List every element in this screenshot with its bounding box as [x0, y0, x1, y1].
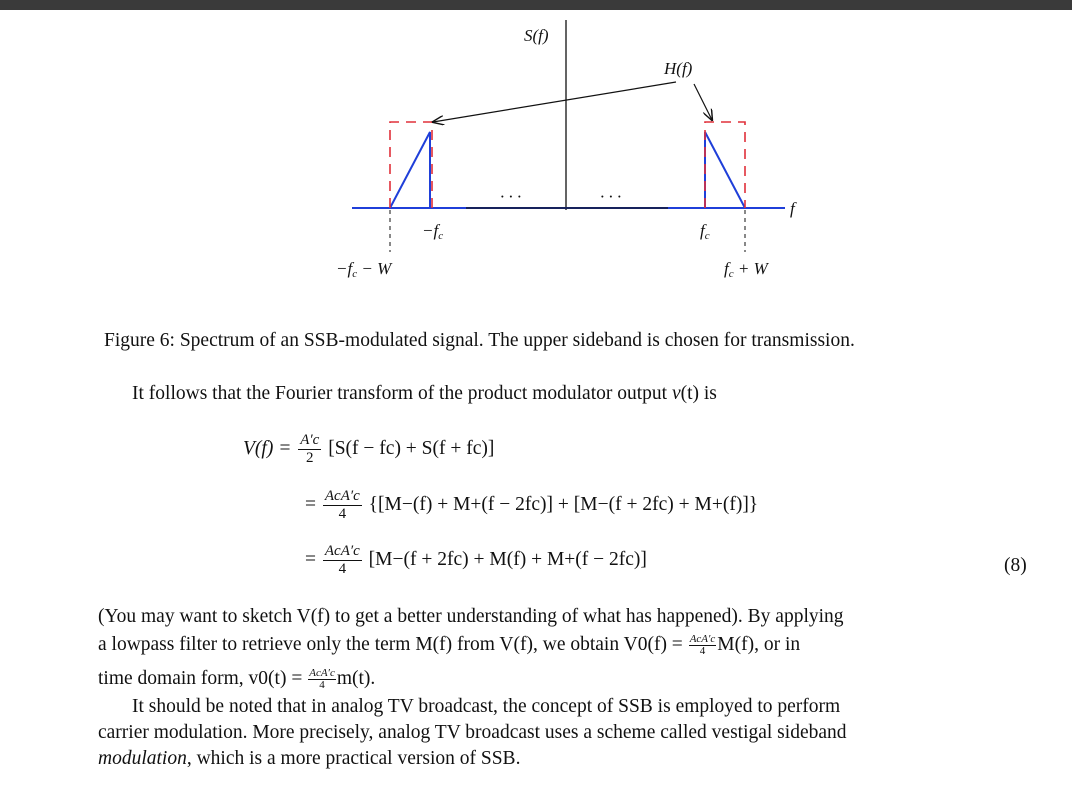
label-fc: fc	[700, 221, 710, 242]
para3-text-a: time domain form, v0(t) =	[98, 668, 308, 689]
para2-text-a: a lowpass filter to retrieve only the term M(f) from V(f), we obtain V0(f) =	[98, 634, 688, 655]
paragraph-line-1: (You may want to sketch V(f) to get a better understanding of what has happened). By applying	[98, 606, 844, 627]
para2-frac-num: AcA′c	[689, 633, 716, 646]
window-top-bar	[0, 0, 1072, 10]
label-neg-fc-minus-w: −fc − W	[336, 259, 392, 280]
label-fc-plus-w: fc + W	[724, 259, 768, 280]
intro-arg: (t) is	[680, 383, 717, 404]
arrow-to-left-filter	[433, 82, 676, 122]
eq1-frac-num: A′c	[300, 432, 320, 448]
equation-line-3	[305, 543, 647, 578]
eq1-frac-den: 2	[306, 450, 314, 466]
eq2-frac-num: AcA′c	[324, 488, 360, 504]
eq3-lhs: =	[305, 548, 321, 570]
label-neg-fc: −fc	[422, 221, 444, 242]
spectrum-triangle-left	[390, 132, 430, 208]
equation-line-2	[305, 488, 758, 523]
para2-fraction	[689, 634, 717, 657]
eq3-frac-num: AcA′c	[324, 543, 360, 559]
eq1-lhs: V(f) =	[243, 437, 297, 459]
eq3-frac-den: 4	[338, 561, 347, 577]
para2-frac-den: 4	[699, 645, 706, 658]
figure-caption: Figure 6: Spectrum of an SSB-modulated signal. The upper sideband is chosen for transmission.	[104, 330, 855, 351]
spectrum-triangle-right	[705, 132, 745, 208]
eq2-rhs: {[M−(f) + M+(f − 2fc)] + [M−(f + 2fc) + M+(f)]}	[368, 493, 759, 515]
paragraph-line-2	[98, 634, 800, 657]
para3-frac-den: 4	[319, 679, 325, 692]
ssb-spectrum-figure	[0, 10, 1072, 310]
label-s-of-f: S(f)	[524, 26, 549, 45]
intro-var: v	[671, 383, 681, 404]
paragraph-line-6	[98, 748, 520, 770]
intro-line	[132, 383, 717, 405]
label-dots-left: · · ·	[500, 187, 522, 206]
para3-frac-num: AcA′c	[309, 667, 335, 680]
para3-fraction	[308, 668, 336, 691]
eq3-fraction	[323, 543, 362, 578]
para6-text: , which is a more practical version of SSB.	[186, 748, 521, 769]
arrow-to-right-filter	[694, 84, 712, 120]
eq2-lhs: =	[305, 493, 321, 515]
paragraph-line-4: It should be noted that in analog TV broadcast, the concept of SSB is employed to perform	[132, 696, 841, 717]
eq2-fraction	[323, 488, 362, 523]
para6-italic: modulation	[98, 748, 187, 769]
label-h-of-f: H(f)	[664, 59, 693, 78]
para3-text-b: m(t).	[336, 668, 376, 689]
intro-text: It follows that the Fourier transform of the product modulator output	[132, 383, 672, 404]
equation-line-1	[243, 432, 494, 467]
label-f-axis: f	[790, 199, 795, 218]
paragraph-line-5: carrier modulation. More precisely, analog TV broadcast uses a scheme called vestigal sideband	[98, 722, 847, 743]
eq3-rhs: [M−(f + 2fc) + M(f) + M+(f − 2fc)]	[368, 548, 647, 570]
eq2-frac-den: 4	[338, 506, 347, 522]
para2-text-b: M(f), or in	[717, 634, 801, 655]
paragraph-line-3	[98, 668, 375, 691]
eq1-rhs: [S(f − fc) + S(f + fc)]	[328, 437, 495, 459]
eq1-fraction	[298, 432, 321, 467]
equation-number: (8)	[1004, 555, 1027, 576]
label-dots-right: · · ·	[600, 187, 622, 206]
